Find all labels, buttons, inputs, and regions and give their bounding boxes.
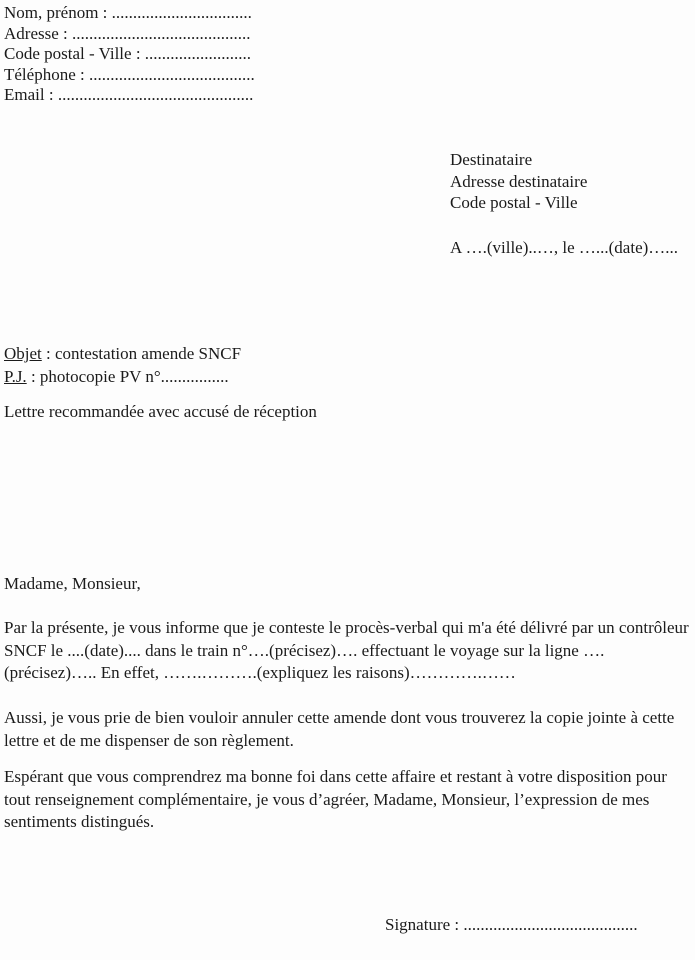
- sender-name-line: Nom, prénom : .................................: [4, 3, 252, 22]
- subject-line: [4, 342, 241, 365]
- body-paragraph-closing: Espérant que vous comprendrez ma bonne foi dans cette affaire et restant à votre disposition pour tout renseignement complémentaire, je vous d’agréer, Madame, Monsieur, l’expression de mes sentiments distingués.: [4, 767, 667, 831]
- recipient-address-line: Adresse destinataire: [450, 171, 588, 191]
- sender-phone-line: Téléphone : .......................................: [4, 64, 255, 84]
- sender-address-line: Adresse : ..........................................: [4, 23, 251, 43]
- subject-block: [4, 342, 241, 388]
- signature-line: Signature : .........................................: [385, 915, 638, 934]
- sender-email-line: Email : ..............................................: [4, 85, 254, 105]
- place-and-date-line: A ….(ville)..…, le …...(date)…...: [450, 238, 679, 257]
- attachment-line: [4, 365, 241, 388]
- recipient-address-block: [450, 149, 587, 214]
- recipient-name-line: Destinataire: [450, 150, 533, 169]
- sender-postal-city-line: Code postal - Ville : .........................: [4, 44, 252, 64]
- body-paragraph-request: Aussi, je vous prie de bien vouloir annuler cette amende dont vous trouverez la copie jointe à cette lettre et de me dispenser de son règlement.: [4, 708, 675, 750]
- salutation: Madame, Monsieur,: [4, 574, 141, 593]
- recipient-postal-city-line: Code postal - Ville: [450, 193, 578, 212]
- sender-address-block: [4, 3, 255, 106]
- attachment-text: : photocopie PV n°................: [26, 367, 229, 386]
- body-paragraph-contest: Par la présente, je vous informe que je conteste le procès-verbal qui m'a été délivré par un contrôleur SNCF le ....(date).... dans le train n°….(précisez)…. effectuant le voyage sur la ligne ….(précisez)….. En effet, …….……….(expliquez les raisons)………….……: [4, 618, 689, 682]
- subject-label: Objet: [4, 344, 42, 363]
- attachment-label: P.J.: [4, 367, 27, 386]
- registered-mail-line: Lettre recommandée avec accusé de réception: [4, 402, 317, 421]
- subject-text: : contestation amende SNCF: [41, 344, 242, 363]
